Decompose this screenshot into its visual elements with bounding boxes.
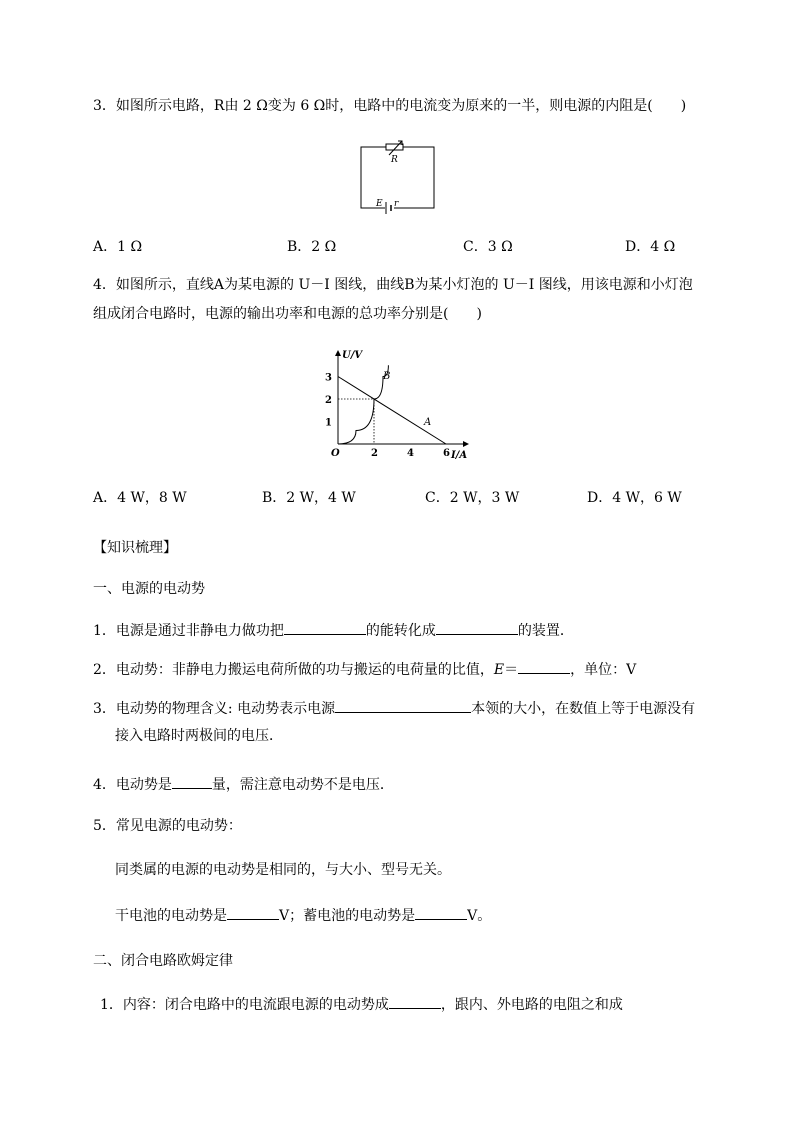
s1-item3 [93,698,695,718]
s1-item5-sub2-after: V。 [467,908,492,924]
fill-blank[interactable] [227,905,279,920]
y-tick-label: 1 [325,417,332,429]
s1-item1-before: 1．电源是通过非静电力做功把 [93,623,284,639]
fill-blank[interactable] [389,994,441,1009]
fill-blank[interactable] [335,698,471,713]
s1-item2 [93,659,636,679]
q3-option-c[interactable]: C．3 Ω [463,239,513,255]
s1-item4 [93,774,394,794]
s1-item5-sub2-mid: V；蓄电池的电动势是 [279,908,416,924]
fill-blank[interactable] [518,659,570,674]
q4-stem-line2: 组成闭合电路时，电源的输出功率和电源的总功率分别是( ) [93,306,482,322]
s1-item5-sub1: 同类属的电源的电动势是相同的，与大小、型号无关。 [115,862,451,878]
q4-option-d[interactable]: D．4 W，6 W [587,490,682,506]
y-tick-label: 3 [325,372,332,384]
q4-option-a[interactable]: A．4 W，8 W [93,490,187,506]
fill-blank[interactable] [436,620,518,635]
s1-item3-line2: 接入电路时两极间的电压． [115,728,283,744]
q4-option-c[interactable]: C．2 W，3 W [425,490,520,506]
series-b-label: B [383,371,391,382]
s1-item1-middle: 的能转化成 [365,623,436,639]
q4-ui-graph [320,345,480,465]
x-axis-label: I/A [451,450,468,461]
series-line-a [338,377,446,445]
s1-item5-title: 5．常见电源的电动势： [93,818,242,834]
q4-option-b[interactable]: B．2 W，4 W [262,490,356,506]
battery-emf-label: E [376,199,383,209]
s2-item1-before: 1．内容：闭合电路中的电流跟电源的电动势成 [100,997,389,1013]
section2-title: 二、闭合电路欧姆定律 [93,953,233,969]
s1-item4-before: 4．电动势是 [93,777,172,793]
q3-stem: 3．如图所示电路，R由 2 Ω变为 6 Ω时，电路中的电流变为原来的一半，则电源的内阻是( ) [93,98,687,114]
q4-stem-line1: 4．如图所示，直线A为某电源的 U－I 图线，曲线B为某小灯泡的 U－I 图线，用该电源和小灯泡 [93,277,693,293]
s2-item1-after: ，跟内、外电路的电阻之和成 [440,997,623,1013]
series-curve-b [338,365,391,444]
fill-blank[interactable] [172,774,212,789]
section1-title: 一、电源的电动势 [93,581,205,597]
s1-item5-sub2-before: 干电池的电动势是 [115,908,227,924]
y-axis-label: U/V [342,350,363,361]
series-a-label: A [424,417,432,428]
s1-item2-before: 2．电动势：非静电力搬运电荷所做的功与搬运的电荷量的比值， [93,662,494,678]
fill-blank[interactable] [284,620,366,635]
q3-option-d[interactable]: D．4 Ω [625,239,676,255]
s1-item1-after: 的装置． [517,623,574,639]
equals-sign: ＝ [504,662,519,678]
x-tick-label: 2 [371,448,378,459]
s1-item5-sub2 [115,905,491,925]
battery-internal-label: r [394,199,399,209]
s1-item1 [93,620,574,640]
q3-circuit-diagram [355,140,440,215]
s1-item4-after: 量，需注意电动势不是电压． [211,777,394,793]
emf-symbol: E [493,662,505,678]
resistor-label: R [391,155,398,165]
s1-item3-after: 本领的大小，在数值上等于电源没有 [471,701,696,717]
s1-item2-after: ，单位：V [570,662,637,678]
s1-item3-before: 3．电动势的物理含义: 电动势表示电源 [93,701,336,717]
s2-item1 [100,994,623,1014]
q3-option-b[interactable]: B．2 Ω [287,239,337,255]
knowledge-heading: 【知识梳理】 [93,540,177,556]
fill-blank[interactable] [415,905,467,920]
x-tick-label: 4 [407,448,414,459]
y-tick-label: 2 [325,395,332,406]
x-tick-label: 6 [443,448,450,459]
q3-option-a[interactable]: A．1 Ω [93,239,143,255]
origin-label: O [331,448,340,459]
